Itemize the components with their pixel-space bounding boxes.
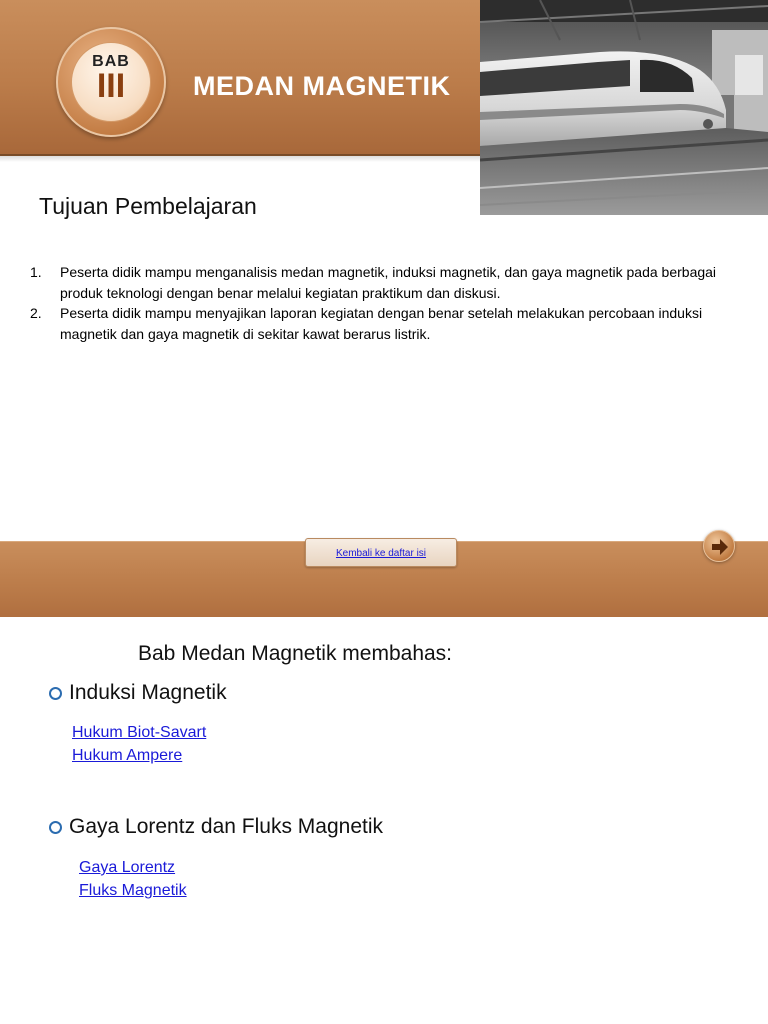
- link-hukum-biot-savart[interactable]: Hukum Biot-Savart: [72, 724, 207, 741]
- objective-text: Peserta didik mampu menganalisis medan magnetik, induksi magnetik, dan gaya magnetik pada berbagai produk teknologi dengan benar melalui kegiatan praktikum dan diskusi.: [60, 264, 717, 301]
- maglev-train-photo: [480, 0, 768, 215]
- objective-number: 2.: [30, 305, 42, 321]
- chapter-badge-inner: [71, 42, 151, 122]
- badge-label: BAB: [92, 53, 130, 70]
- lorentz-links: [79, 857, 187, 902]
- objective-item: [30, 303, 730, 344]
- objective-number: 1.: [30, 264, 42, 280]
- objectives-list: [30, 262, 730, 344]
- objective-text: Peserta didik mampu menyajikan laporan kegiatan dengan benar setelah melakukan percobaan induksi magnetik dan gaya magnetik di sekitar kawat berarus listrik.: [60, 305, 703, 342]
- contents-intro: Bab Medan Magnetik membahas:: [138, 642, 453, 665]
- section-title-induksi: Induksi Magnetik: [69, 681, 227, 704]
- bullet-icon: [49, 821, 62, 834]
- link-fluks-magnetik[interactable]: Fluks Magnetik: [79, 881, 187, 899]
- next-slide-button[interactable]: [703, 530, 735, 562]
- link-hukum-ampere[interactable]: Hukum Ampere: [72, 746, 183, 764]
- badge-number: III: [96, 67, 126, 105]
- link-gaya-lorentz[interactable]: Gaya Lorentz: [79, 859, 176, 876]
- section-title-gaya-lorentz: Gaya Lorentz dan Fluks Magnetik: [69, 815, 383, 838]
- bullet-icon: [49, 687, 62, 700]
- objective-item: [30, 262, 730, 303]
- objectives-heading: Tujuan Pembelajaran: [39, 193, 257, 219]
- induksi-links: [72, 722, 206, 767]
- chapter-badge: [56, 27, 166, 137]
- chapter-title: MEDAN MAGNETIK: [193, 71, 451, 101]
- arrow-right-icon: [704, 531, 736, 563]
- back-to-contents-link[interactable]: Kembali ke daftar isi: [335, 548, 427, 559]
- back-to-contents-button[interactable]: [305, 538, 457, 567]
